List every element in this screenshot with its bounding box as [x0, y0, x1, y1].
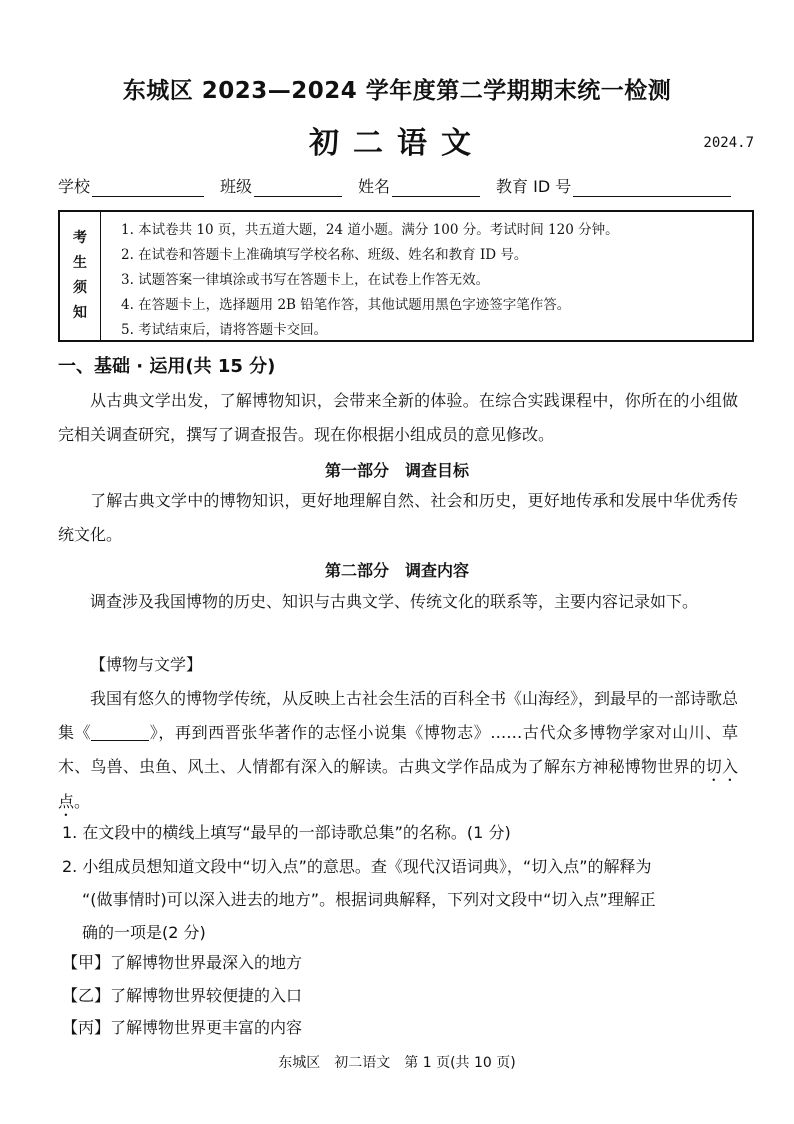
article-paragraph: 我国有悠久的博物学传统，从反映上古社会生活的百科全书《山海经》，到最早的一部诗歌总集《 》，再到西晋张华著作的志怪小说集《博物志》……古代众多博物学家对山川、草木、鸟兽、虫鱼、风土、人情都有深入的解读。古典文学作品成为了解东方神秘博物世界的切入点。: [58, 689, 739, 811]
notice-item: 3. 试题答案一律填涂或书写在答题卡上，在试卷上作答无效。: [121, 272, 490, 288]
name-label: 姓名: [358, 177, 391, 196]
id-field: [496, 174, 731, 197]
section-intro: 从古典文学出发，了解博物知识，会带来全新的体验。在综合实践课程中，你所在的小组做完相关调查研究，撰写了调查报告。现在你根据小组成员的意见修改。: [58, 391, 738, 444]
option-yi[interactable]: 【乙】了解博物世界较便捷的入口: [62, 986, 303, 1005]
notice-list: [101, 212, 619, 340]
name-blank[interactable]: [392, 178, 480, 197]
bracket-title: 【博物与文学】: [90, 655, 203, 674]
id-label: 教育 ID 号: [496, 177, 572, 196]
exam-notice-box: [58, 210, 754, 342]
class-field: [220, 174, 342, 197]
exam-title: 东城区 2023—2024 学年度第二学期期末统一检测: [122, 78, 672, 104]
name-field: [358, 174, 480, 197]
notice-item: 5. 考试结束后，请将答题卡交回。: [121, 322, 328, 338]
notice-item: 1. 本试卷共 10 页，共五道大题，24 道小题。满分 100 分。考试时间 120 分钟。: [121, 222, 619, 238]
part1-title: 第一部分 调查目标: [324, 461, 469, 480]
question-2: 2. 小组成员想知道文段中“切入点”的意思。查《现代汉语词典》，“切入点”的解释为 “(做事情时)可以深入进去的地方”。根据词典解释，下列对文段中“切入点”理解正 确的一项是(2 分): [62, 857, 656, 942]
school-blank[interactable]: [92, 178, 204, 197]
class-blank[interactable]: [254, 178, 342, 197]
option-jia[interactable]: 【甲】了解博物世界最深入的地方: [62, 953, 303, 972]
class-label: 班级: [220, 177, 253, 196]
student-info-row: [58, 174, 758, 197]
page-footer: 东城区 初二语文 第 1 页(共 10 页): [278, 1055, 516, 1071]
emphasized-term: 切入点: [58, 757, 738, 811]
part2-title: 第二部分 调查内容: [324, 561, 469, 580]
answer-blank[interactable]: [91, 724, 149, 741]
question-1: 1. 在文段中的横线上填写“最早的一部诗歌总集”的名称。(1 分): [62, 823, 511, 842]
school-label: 学校: [58, 177, 91, 196]
notice-item: 4. 在答题卡上，选择题用 2B 铅笔作答，其他试题用黑色字迹签字笔作答。: [121, 297, 571, 313]
notice-item: 2. 在试卷和答题卡上准确填写学校名称、班级、姓名和教育 ID 号。: [121, 247, 528, 263]
id-blank[interactable]: [573, 178, 731, 197]
exam-subject: 初二语文: [309, 126, 485, 161]
notice-label: 考 生 须 知: [60, 212, 101, 340]
section-heading: 一、基础 · 运用(共 15 分): [58, 356, 276, 377]
exam-date: 2024.7: [703, 135, 754, 151]
school-field: [58, 174, 204, 197]
part1-text: 了解古典文学中的博物知识，更好地理解自然、社会和历史，更好地传承和发展中华优秀传统文化。: [58, 491, 738, 544]
option-bing[interactable]: 【丙】了解博物世界更丰富的内容: [62, 1018, 303, 1037]
part2-text: 调查涉及我国博物的历史、知识与古典文学、传统文化的联系等，主要内容记录如下。: [90, 592, 699, 611]
